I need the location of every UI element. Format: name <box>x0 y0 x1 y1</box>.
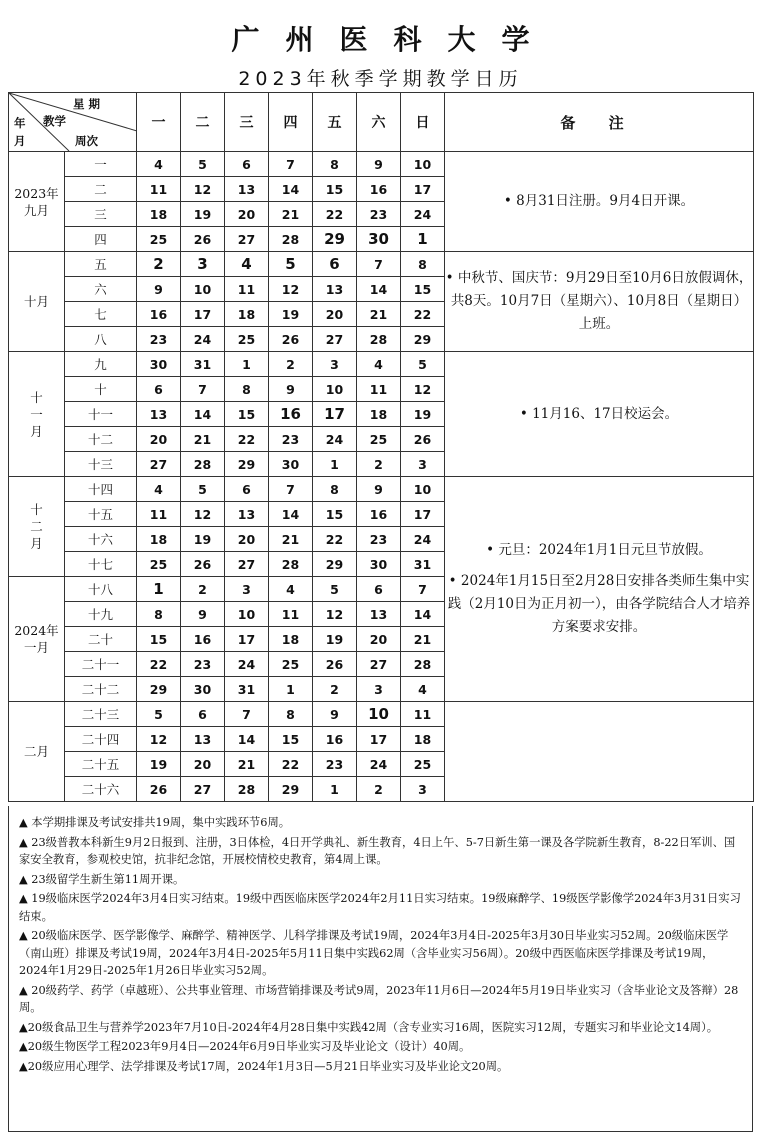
week-number: 二十五 <box>65 752 137 777</box>
day-cell: 30 <box>137 352 181 377</box>
day-cell: 5 <box>181 477 225 502</box>
day-cell: 21 <box>269 527 313 552</box>
day-cell: 18 <box>225 302 269 327</box>
week-row <box>9 702 754 727</box>
day-cell: 31 <box>401 552 445 577</box>
day-cell: 11 <box>137 177 181 202</box>
week-row <box>9 152 754 177</box>
day-cell: 23 <box>357 202 401 227</box>
day-cell: 3 <box>181 252 225 277</box>
day-cell: 11 <box>401 702 445 727</box>
day-cell: 9 <box>269 377 313 402</box>
day-cell: 28 <box>225 777 269 802</box>
remark-cell <box>445 702 754 802</box>
day-cell: 13 <box>313 277 357 302</box>
day-cell: 3 <box>357 677 401 702</box>
week-number: 七 <box>65 302 137 327</box>
week-number: 五 <box>65 252 137 277</box>
day-cell: 29 <box>137 677 181 702</box>
day-cell: 17 <box>401 502 445 527</box>
month-label: 2023年 九月 <box>9 152 65 252</box>
day-cell: 4 <box>401 677 445 702</box>
remark-text: • 8月31日注册。9月4日开课。 <box>503 193 695 209</box>
day-cell: 9 <box>357 477 401 502</box>
day-cell: 16 <box>269 402 313 427</box>
week-number: 十八 <box>65 577 137 602</box>
day-cell: 20 <box>225 527 269 552</box>
day-cell: 5 <box>269 252 313 277</box>
day-cell: 18 <box>269 627 313 652</box>
footnote-item: ▲ 20级临床医学、医学影像学、麻醉学、精神医学、儿科学排课及考试19周，2024年3月4日-2025年3月30日毕业实习52周。20级临床医学（南山班）排课及考试19周，2024年3月4日-2025年5月11日集中实践62周（含毕业实习56周）。20级中西医临床医学排课及考试19周，2024年1月29日-2025年1月26日毕业实习52周。 <box>19 929 729 977</box>
header-row <box>9 93 754 152</box>
remark-cell <box>445 152 754 252</box>
week-row <box>9 477 754 502</box>
week-number: 十一 <box>65 402 137 427</box>
day-cell: 17 <box>313 402 357 427</box>
day-cell: 19 <box>313 627 357 652</box>
day-cell: 1 <box>313 777 357 802</box>
day-cell: 22 <box>313 202 357 227</box>
day-cell: 19 <box>181 527 225 552</box>
month-label: 二月 <box>9 702 65 802</box>
week-number: 二 <box>65 177 137 202</box>
day-cell: 19 <box>137 752 181 777</box>
day-cell: 12 <box>137 727 181 752</box>
footnote-item: ▲20级食品卫生与营养学2023年7月10日-2024年4月28日集中实践42周（含专业实习16周，医院实习12周，专题实习和毕业论文14周）。 <box>19 1020 719 1034</box>
day-cell: 3 <box>401 777 445 802</box>
day-cell: 20 <box>357 627 401 652</box>
day-cell: 14 <box>401 602 445 627</box>
day-cell: 9 <box>357 152 401 177</box>
day-cell: 15 <box>313 502 357 527</box>
weekday-header: 五 <box>313 93 357 152</box>
day-cell: 23 <box>313 752 357 777</box>
weekday-header: 日 <box>401 93 445 152</box>
day-cell: 24 <box>181 327 225 352</box>
day-cell: 6 <box>225 477 269 502</box>
day-cell: 13 <box>357 602 401 627</box>
week-number: 二十 <box>65 627 137 652</box>
day-cell: 20 <box>137 427 181 452</box>
week-number: 十六 <box>65 527 137 552</box>
day-cell: 8 <box>401 252 445 277</box>
day-cell: 17 <box>401 177 445 202</box>
day-cell: 21 <box>401 627 445 652</box>
week-number: 一 <box>65 152 137 177</box>
day-cell: 14 <box>225 727 269 752</box>
day-cell: 20 <box>181 752 225 777</box>
week-number: 十九 <box>65 602 137 627</box>
footnote-item: ▲ 23级留学生新生第11周开课。 <box>19 872 185 886</box>
remark-text: • 2024年1月15日至2月28日安排各类师生集中实践（2月10日为正月初一），由各学院结合人才培养方案要求安排。 <box>447 573 751 635</box>
day-cell: 29 <box>313 552 357 577</box>
day-cell: 1 <box>137 577 181 602</box>
day-cell: 20 <box>313 302 357 327</box>
day-cell: 22 <box>401 302 445 327</box>
corner-week-label: 周次 <box>75 134 98 148</box>
day-cell: 27 <box>313 327 357 352</box>
day-cell: 17 <box>225 627 269 652</box>
weekday-header: 二 <box>181 93 225 152</box>
week-number: 十 <box>65 377 137 402</box>
day-cell: 26 <box>181 227 225 252</box>
weekday-header: 四 <box>269 93 313 152</box>
page-subtitle: 2023年秋季学期教学日历 <box>238 68 523 90</box>
week-number: 十七 <box>65 552 137 577</box>
day-cell: 23 <box>357 527 401 552</box>
day-cell: 3 <box>401 452 445 477</box>
day-cell: 7 <box>401 577 445 602</box>
day-cell: 17 <box>357 727 401 752</box>
day-cell: 7 <box>357 252 401 277</box>
day-cell: 24 <box>225 652 269 677</box>
day-cell: 18 <box>401 727 445 752</box>
day-cell: 29 <box>269 777 313 802</box>
day-cell: 28 <box>269 227 313 252</box>
day-cell: 13 <box>225 502 269 527</box>
remark-text: • 中秋节、国庆节：9月29日至10月6日放假调休，共8天。10月7日（星期六）、10月8日（星期日）上班。 <box>445 270 753 332</box>
day-cell: 12 <box>181 502 225 527</box>
day-cell: 21 <box>357 302 401 327</box>
day-cell: 22 <box>313 527 357 552</box>
day-cell: 9 <box>313 702 357 727</box>
day-cell: 25 <box>225 327 269 352</box>
day-cell: 29 <box>401 327 445 352</box>
day-cell: 2 <box>357 452 401 477</box>
day-cell: 26 <box>269 327 313 352</box>
day-cell: 11 <box>269 602 313 627</box>
day-cell: 6 <box>181 702 225 727</box>
month-label: 十月 <box>9 252 65 352</box>
day-cell: 10 <box>357 702 401 727</box>
day-cell: 27 <box>181 777 225 802</box>
day-cell: 26 <box>181 552 225 577</box>
day-cell: 8 <box>269 702 313 727</box>
day-cell: 8 <box>225 377 269 402</box>
remarks-header: 备 注 <box>445 93 754 152</box>
day-cell: 22 <box>225 427 269 452</box>
remark-text: • 元旦：2024年1月1日元旦节放假。 <box>486 542 712 558</box>
footnote-item: ▲20级应用心理学、法学排课及考试17周，2024年1月3日—5月21日毕业实习及毕业论文20周。 <box>19 1059 509 1073</box>
day-cell: 28 <box>401 652 445 677</box>
day-cell: 11 <box>357 377 401 402</box>
week-number: 二十二 <box>65 677 137 702</box>
day-cell: 2 <box>357 777 401 802</box>
footnote-item: ▲ 本学期排课及考试安排共19周，集中实践环节6周。 <box>19 816 291 829</box>
weekday-header: 三 <box>225 93 269 152</box>
day-cell: 5 <box>181 152 225 177</box>
day-cell: 16 <box>181 627 225 652</box>
day-cell: 17 <box>181 302 225 327</box>
week-number: 四 <box>65 227 137 252</box>
day-cell: 1 <box>401 227 445 252</box>
week-number: 十五 <box>65 502 137 527</box>
footnote-item: ▲ 20级药学、药学（卓越班）、公共事业管理、市场营销排课及考试9周，2023年11月6日—2024年5月19日毕业实习（含毕业论文及答辩）28周。 <box>19 983 739 1014</box>
week-number: 二十一 <box>65 652 137 677</box>
remark-cell <box>445 477 754 702</box>
day-cell: 10 <box>225 602 269 627</box>
day-cell: 12 <box>313 602 357 627</box>
day-cell: 20 <box>225 202 269 227</box>
day-cell: 24 <box>401 202 445 227</box>
day-cell: 4 <box>269 577 313 602</box>
day-cell: 7 <box>181 377 225 402</box>
day-cell: 2 <box>137 252 181 277</box>
day-cell: 30 <box>357 227 401 252</box>
week-number: 三 <box>65 202 137 227</box>
day-cell: 25 <box>357 427 401 452</box>
week-number: 十四 <box>65 477 137 502</box>
day-cell: 11 <box>137 502 181 527</box>
day-cell: 27 <box>357 652 401 677</box>
day-cell: 30 <box>181 677 225 702</box>
day-cell: 21 <box>269 202 313 227</box>
day-cell: 19 <box>181 202 225 227</box>
day-cell: 12 <box>269 277 313 302</box>
day-cell: 14 <box>357 277 401 302</box>
footnote-item: ▲ 19级临床医学2024年3月4日实习结束。19级中西医临床医学2024年2月11日实习结束。19级麻醉学、19级医学影像学2024年3月31日实习结束。 <box>19 892 741 923</box>
day-cell: 30 <box>269 452 313 477</box>
day-cell: 6 <box>357 577 401 602</box>
week-number: 六 <box>65 277 137 302</box>
day-cell: 18 <box>137 202 181 227</box>
corner-header <box>9 93 137 152</box>
remark-text: • 11月16、17日校运会。 <box>519 405 679 422</box>
calendar-body <box>9 152 754 802</box>
day-cell: 2 <box>269 352 313 377</box>
day-cell: 19 <box>269 302 313 327</box>
day-cell: 27 <box>225 552 269 577</box>
day-cell: 16 <box>313 727 357 752</box>
week-row <box>9 352 754 377</box>
week-number: 八 <box>65 327 137 352</box>
day-cell: 7 <box>269 152 313 177</box>
day-cell: 9 <box>181 602 225 627</box>
day-cell: 15 <box>225 402 269 427</box>
day-cell: 13 <box>181 727 225 752</box>
day-cell: 26 <box>401 427 445 452</box>
week-number: 十二 <box>65 427 137 452</box>
day-cell: 4 <box>357 352 401 377</box>
day-cell: 25 <box>401 752 445 777</box>
day-cell: 1 <box>313 452 357 477</box>
day-cell: 12 <box>401 377 445 402</box>
day-cell: 6 <box>225 152 269 177</box>
day-cell: 13 <box>137 402 181 427</box>
day-cell: 24 <box>313 427 357 452</box>
corner-weekday-label: 星 期 <box>73 97 101 111</box>
week-row <box>9 252 754 277</box>
day-cell: 9 <box>137 277 181 302</box>
day-cell: 8 <box>313 152 357 177</box>
remark-cell <box>445 252 754 352</box>
day-cell: 16 <box>137 302 181 327</box>
week-number: 二十三 <box>65 702 137 727</box>
day-cell: 4 <box>137 152 181 177</box>
day-cell: 3 <box>313 352 357 377</box>
day-cell: 7 <box>269 477 313 502</box>
week-number: 二十四 <box>65 727 137 752</box>
day-cell: 23 <box>181 652 225 677</box>
week-number: 九 <box>65 352 137 377</box>
month-label: 十 二 月 <box>9 477 65 577</box>
day-cell: 8 <box>313 477 357 502</box>
week-number: 十三 <box>65 452 137 477</box>
remark-cell <box>445 352 754 477</box>
day-cell: 6 <box>137 377 181 402</box>
day-cell: 15 <box>313 177 357 202</box>
day-cell: 10 <box>401 477 445 502</box>
day-cell: 2 <box>313 677 357 702</box>
weekday-header: 六 <box>357 93 401 152</box>
day-cell: 30 <box>357 552 401 577</box>
day-cell: 4 <box>225 252 269 277</box>
day-cell: 5 <box>313 577 357 602</box>
day-cell: 18 <box>357 402 401 427</box>
day-cell: 14 <box>269 502 313 527</box>
day-cell: 25 <box>137 552 181 577</box>
day-cell: 4 <box>137 477 181 502</box>
footnote-item: ▲20级生物医学工程2023年9月4日—2024年6月9日毕业实习及毕业论文（设计）40周。 <box>19 1040 471 1053</box>
weekday-header: 一 <box>137 93 181 152</box>
day-cell: 21 <box>181 427 225 452</box>
day-cell: 15 <box>401 277 445 302</box>
day-cell: 15 <box>137 627 181 652</box>
day-cell: 18 <box>137 527 181 552</box>
day-cell: 15 <box>269 727 313 752</box>
day-cell: 3 <box>225 577 269 602</box>
day-cell: 23 <box>269 427 313 452</box>
day-cell: 10 <box>401 152 445 177</box>
day-cell: 24 <box>357 752 401 777</box>
day-cell: 29 <box>225 452 269 477</box>
footnotes-box <box>8 806 753 1132</box>
day-cell: 6 <box>313 252 357 277</box>
day-cell: 26 <box>313 652 357 677</box>
day-cell: 11 <box>225 277 269 302</box>
day-cell: 26 <box>137 777 181 802</box>
day-cell: 28 <box>269 552 313 577</box>
day-cell: 13 <box>225 177 269 202</box>
day-cell: 25 <box>269 652 313 677</box>
day-cell: 27 <box>225 227 269 252</box>
calendar-table <box>8 92 754 802</box>
day-cell: 27 <box>137 452 181 477</box>
day-cell: 21 <box>225 752 269 777</box>
corner-month-label: 月 <box>14 134 26 148</box>
week-number: 二十六 <box>65 777 137 802</box>
day-cell: 10 <box>313 377 357 402</box>
day-cell: 24 <box>401 527 445 552</box>
day-cell: 16 <box>357 177 401 202</box>
day-cell: 22 <box>137 652 181 677</box>
day-cell: 28 <box>181 452 225 477</box>
day-cell: 28 <box>357 327 401 352</box>
day-cell: 14 <box>269 177 313 202</box>
day-cell: 8 <box>137 602 181 627</box>
day-cell: 22 <box>269 752 313 777</box>
month-label: 十 一 月 <box>9 352 65 477</box>
day-cell: 29 <box>313 227 357 252</box>
day-cell: 31 <box>225 677 269 702</box>
day-cell: 10 <box>181 277 225 302</box>
day-cell: 5 <box>137 702 181 727</box>
corner-year-label: 年 <box>14 116 26 130</box>
day-cell: 1 <box>269 677 313 702</box>
day-cell: 12 <box>181 177 225 202</box>
day-cell: 23 <box>137 327 181 352</box>
corner-teaching-label: 教学 <box>43 114 66 128</box>
footnote-item: ▲ 23级普教本科新生9月2日报到、注册，3日体检，4日开学典礼、新生教育，4日上午、5-7日新生第一课及各学院新生教育，8-22日军训、国家安全教育，参观校史馆，抗非纪念馆，开展校情校史教育，第4周上课。 <box>19 835 736 866</box>
day-cell: 31 <box>181 352 225 377</box>
day-cell: 25 <box>137 227 181 252</box>
month-label: 2024年 一月 <box>9 577 65 702</box>
day-cell: 16 <box>357 502 401 527</box>
day-cell: 2 <box>181 577 225 602</box>
day-cell: 5 <box>401 352 445 377</box>
day-cell: 1 <box>225 352 269 377</box>
day-cell: 14 <box>181 402 225 427</box>
day-cell: 19 <box>401 402 445 427</box>
page-title: 广州医科大学 <box>231 23 556 56</box>
day-cell: 7 <box>225 702 269 727</box>
